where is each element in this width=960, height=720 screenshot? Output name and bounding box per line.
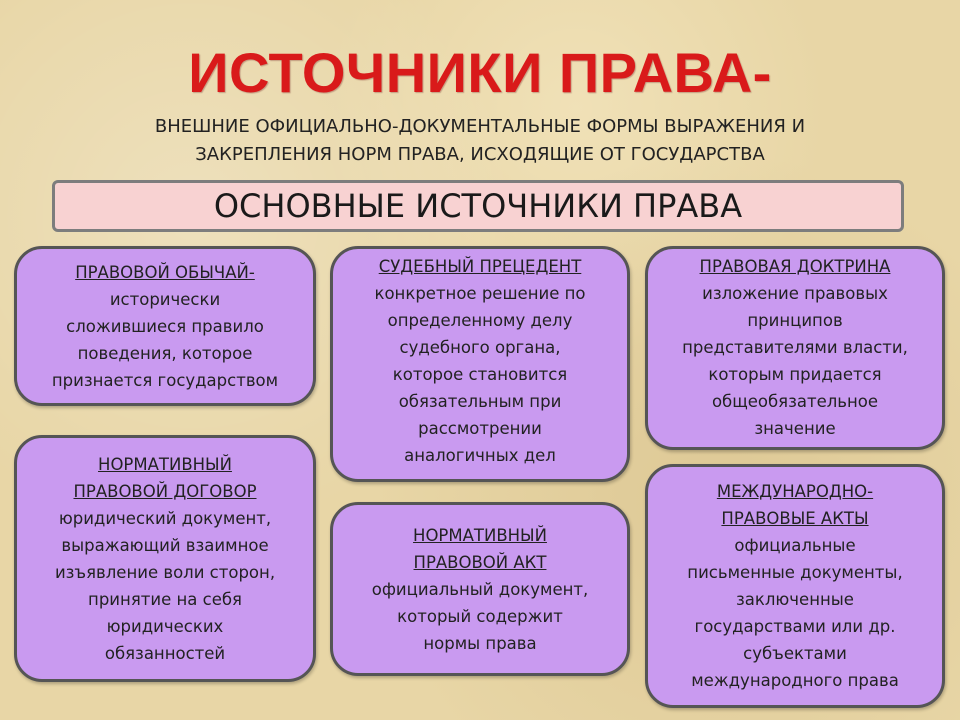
card-text: юридических <box>106 616 224 636</box>
card-text: изложение правовых <box>702 284 888 303</box>
card-heading: ПРАВОВАЯ ДОКТРИНА <box>699 257 891 276</box>
subtitle-line: ВНЕШНИЕ ОФИЦИАЛЬНО-ДОКУМЕНТАЛЬНЫЕ ФОРМЫ ВЫРАЖЕНИЯ И <box>154 116 806 137</box>
card-text: официальный документ, <box>371 579 589 599</box>
card-text: письменные документы, <box>687 563 903 582</box>
card-text: судебного органа, <box>399 338 561 357</box>
card-legal-doctrine <box>645 246 945 450</box>
card-text: юридический документ, <box>58 508 272 528</box>
subtitle-line: ЗАКРЕПЛЕНИЯ НОРМ ПРАВА, ИСХОДЯЩИЕ ОТ ГОСУДАРСТВА <box>195 144 765 165</box>
card-text: представителями власти, <box>682 338 908 357</box>
card-text: принципов <box>747 311 843 330</box>
card-heading: НОРМАТИВНЫЙ <box>413 525 547 545</box>
card-text: который содержит <box>397 606 563 626</box>
slide-title: ИСТОЧНИКИ ПРАВА- <box>188 41 772 104</box>
card-heading: ПРАВОВОЙ ОБЫЧАЙ- <box>75 262 255 282</box>
card-heading: НОРМАТИВНЫЙ <box>98 454 232 474</box>
card-text: признается государством <box>51 370 279 390</box>
card-normative-legal-contract <box>14 435 316 682</box>
card-text: обязанностей <box>104 643 226 663</box>
card-text: обязательным при <box>398 392 562 411</box>
card-heading: МЕЖДУНАРОДНО- <box>716 482 874 501</box>
subtitle <box>80 113 880 169</box>
card-text: принятие на себя <box>88 589 242 609</box>
card-text: официальные <box>734 536 856 555</box>
card-heading: СУДЕБНЫЙ ПРЕЦЕДЕНТ <box>378 257 582 276</box>
card-text: нормы права <box>423 633 537 653</box>
card-text: определенному делу <box>387 311 573 330</box>
card-text: изъявление воли сторон, <box>54 562 276 582</box>
card-text: выражающий взаимное <box>61 535 269 555</box>
card-heading: ПРАВОВЫЕ АКТЫ <box>721 509 869 528</box>
card-heading: ПРАВОВОЙ ДОГОВОР <box>73 481 257 501</box>
card-text: рассмотрении <box>418 419 542 438</box>
card-normative-legal-act <box>330 502 630 676</box>
card-judicial-precedent <box>330 246 630 482</box>
main-sources-banner: ОСНОВНЫЕ ИСТОЧНИКИ ПРАВА <box>52 180 904 232</box>
card-text: которым придается <box>708 365 882 384</box>
card-text: международного права <box>691 671 899 690</box>
card-text: аналогичных дел <box>404 446 556 465</box>
card-text: заключенные <box>736 590 854 609</box>
card-legal-custom <box>14 246 316 406</box>
card-text: общеобязательное <box>711 392 879 411</box>
card-text: исторически <box>109 289 221 309</box>
card-text: поведения, которое <box>77 343 253 363</box>
card-heading: ПРАВОВОЙ АКТ <box>413 552 547 572</box>
card-text: значение <box>754 419 836 438</box>
card-text: субъектами <box>743 644 847 663</box>
card-text: государствами или др. <box>694 617 896 636</box>
card-international-legal-acts <box>645 464 945 708</box>
card-text: сложившиеся правило <box>66 316 264 336</box>
card-text: которое становится <box>392 365 568 384</box>
card-text: конкретное решение по <box>374 284 586 303</box>
